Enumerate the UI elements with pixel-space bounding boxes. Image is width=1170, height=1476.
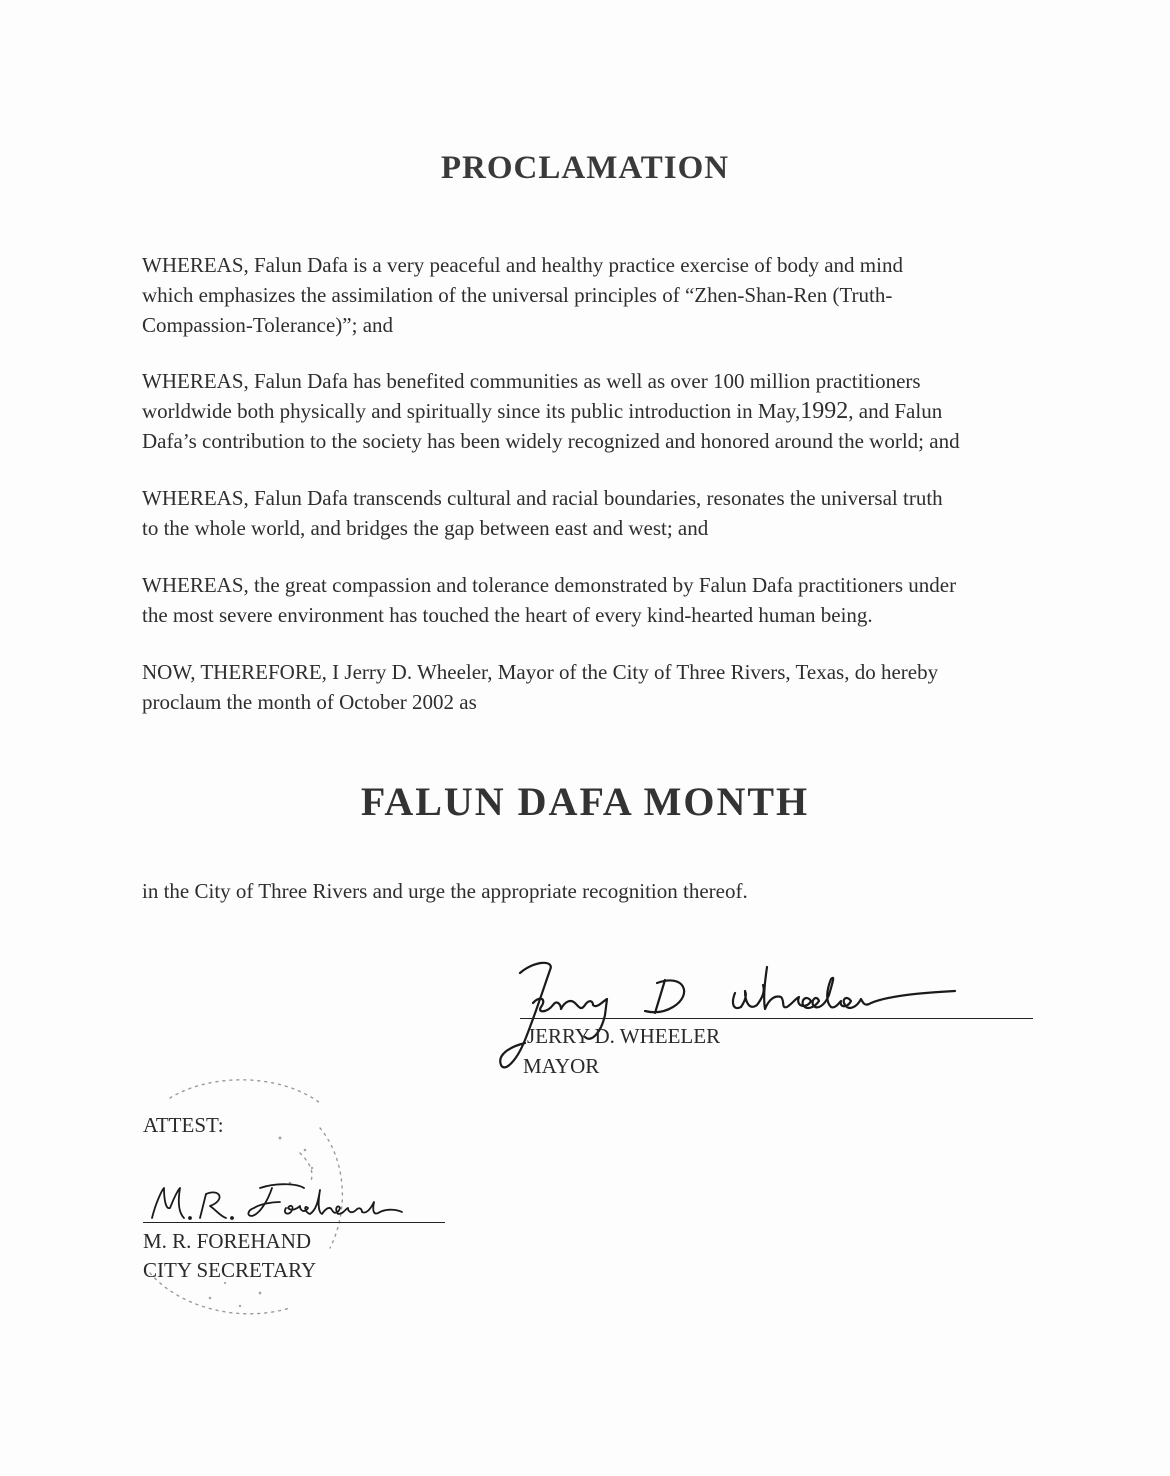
whereas-2-line-3: Dafa’s contribution to the society has been widely recognized and honored around the world; and <box>142 429 960 453</box>
whereas-4-line-2: the most severe environment has touched the heart of every kind-hearted human being. <box>142 603 873 627</box>
secretary-role: CITY SECRETARY <box>143 1258 317 1282</box>
whereas-2-line-2-text: worldwide both physically and spiritually since its public introduction in May, <box>142 399 801 423</box>
therefore-paragraph <box>142 657 1132 717</box>
whereas-3-line-2: to the whole world, and bridges the gap between east and west; and <box>142 516 709 540</box>
secretary-signature-line <box>143 1222 445 1223</box>
document-title: PROCLAMATION <box>440 150 730 186</box>
closing-paragraph <box>142 876 1132 906</box>
therefore-line-1: NOW, THEREFORE, I Jerry D. Wheeler, Mayor of the City of Three Rivers, Texas, do hereby <box>142 660 939 684</box>
whereas-paragraph-1 <box>142 250 1132 340</box>
mayor-role: MAYOR <box>523 1054 600 1078</box>
whereas-paragraph-2 <box>142 366 1132 456</box>
whereas-3-line-1: WHEREAS, Falun Dafa transcends cultural and racial boundaries, resonates the universal truth <box>142 486 943 510</box>
whereas-4-line-1: WHEREAS, the great compassion and tolerance demonstrated by Falun Dafa practitioners under <box>142 573 957 597</box>
whereas-paragraph-4 <box>142 570 1132 630</box>
whereas-2-year: 1992 <box>800 398 849 424</box>
attest-label: ATTEST: <box>143 1113 224 1137</box>
whereas-1-line-1: WHEREAS, Falun Dafa is a very peaceful and healthy practice exercise of body and mind <box>142 253 903 277</box>
mayor-name: JERRY D. WHEELER <box>527 1024 721 1048</box>
mayor-signature-line <box>520 1018 1033 1019</box>
month-title: FALUN DAFA MONTH <box>360 779 810 824</box>
closing-line: in the City of Three Rivers and urge the appropriate recognition thereof. <box>142 879 748 903</box>
therefore-line-2: proclaum the month of October 2002 as <box>142 690 477 714</box>
whereas-2-line-2-tail: , and Falun <box>848 399 943 423</box>
whereas-2-line-1: WHEREAS, Falun Dafa has benefited communities as well as over 100 million practitioners <box>142 369 921 393</box>
whereas-paragraph-3 <box>142 483 1132 543</box>
whereas-1-line-2: which emphasizes the assimilation of the universal principles of “Zhen-Shan-Ren (Truth- <box>142 283 893 307</box>
whereas-2-line-2 <box>142 396 1132 426</box>
whereas-1-line-3: Compassion-Tolerance)”; and <box>142 313 394 337</box>
secretary-name: M. R. FOREHAND <box>143 1229 312 1253</box>
